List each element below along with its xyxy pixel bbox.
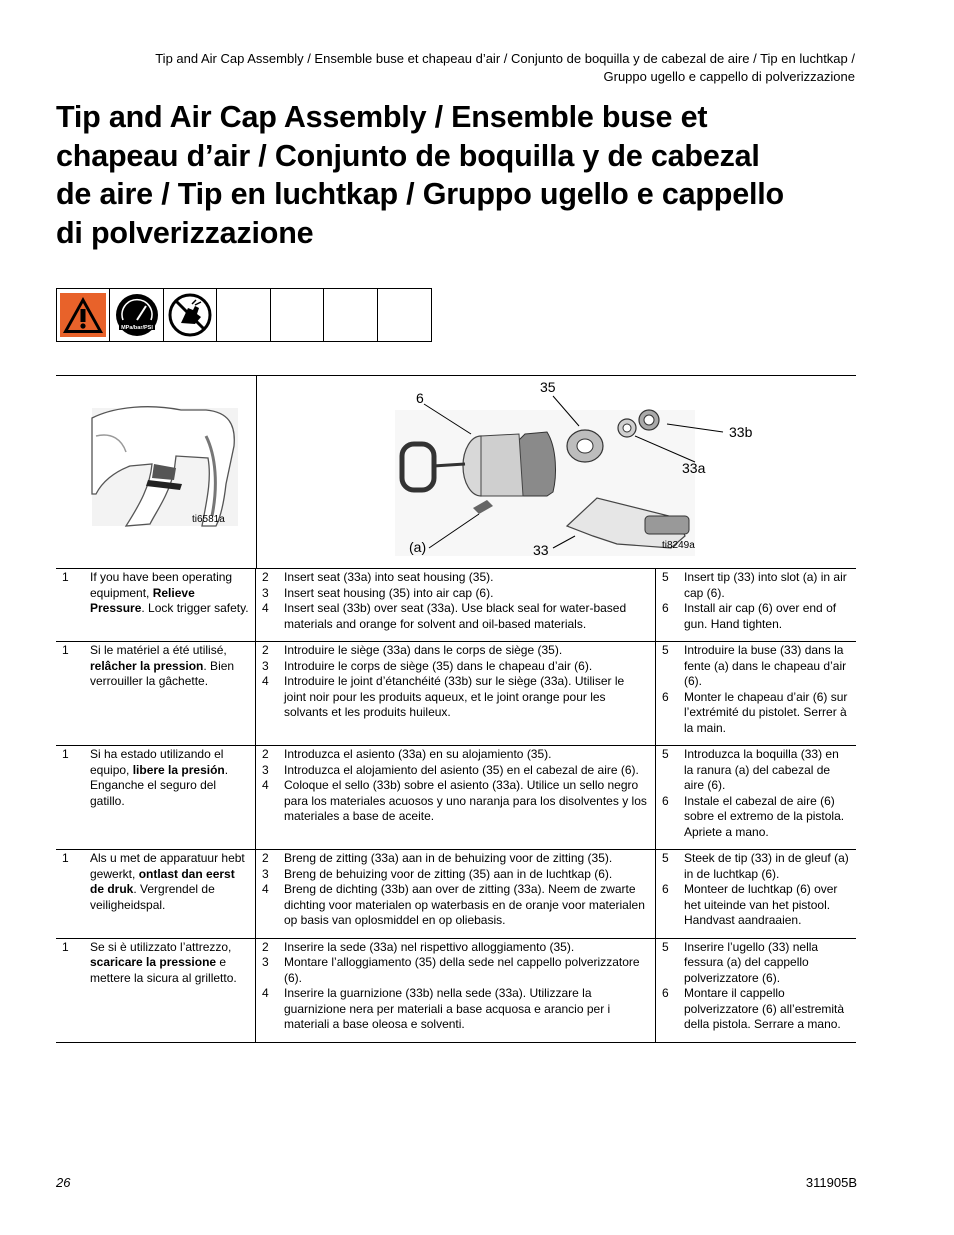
exploded-assembly-illustration [257,376,856,568]
step-item [256,643,655,659]
step-text: Inserire l’ugello (33) nella fessura (a) del cappello polverizzatore (6). [684,939,819,985]
callout-33a: 33a [682,460,706,476]
step-item [256,986,655,1033]
procedure-row-nl [56,850,856,939]
step-cell-seat [256,939,656,1042]
step-text: Monteer de luchtkap (6) over het uiteinde van het pistool. Handvast aandraaien. [684,882,838,927]
step-number: 3 [262,762,269,777]
step-item [656,643,856,690]
step-item [56,570,255,617]
running-header-line-2: Gruppo ugello e cappello di polverizzazione [603,69,855,84]
step-item [256,851,655,867]
empty-symbol-cell [324,289,377,341]
step-text: Introduzca el alojamiento del asiento (35) en el cabezal de aire (6). [284,762,639,777]
step-text: Breng de zitting (33a) aan in de behuizing voor de zitting (35). [284,851,613,865]
step-text: Insert seat housing (35) into air cap (6). [284,585,494,600]
step-number: 5 [662,939,669,954]
step-text: Introduire le corps de siège (35) dans le chapeau d’air (6). [284,658,593,673]
left-image-id: ti6581a [192,514,225,525]
step-item [656,601,856,632]
step-item [656,986,856,1033]
procedure-row-fr [56,642,856,746]
step-text: Breng de dichting (33b) aan over de zitting (33a). Neem de zwarte dichting voor materialen op waterbasis en de oranje voor materialen op basis van oplosmiddel en op oliebasis. [284,882,645,927]
step-text-bold: relâcher la pression [90,658,204,673]
step-item [656,747,856,794]
step-cell-tip [656,850,856,938]
step-number: 4 [262,601,269,615]
step-text [90,643,255,690]
step-number: 2 [262,851,269,865]
step-text: Breng de behuizing voor de zitting (35) aan in de luchtkap (6). [284,866,613,881]
step-number: 2 [262,570,269,584]
step-number: 5 [662,570,669,584]
step-item [256,940,655,956]
step-number: 5 [662,851,669,865]
step-number: 1 [62,747,69,761]
step-text: Insert seal (33b) over seat (33a). Use black seal for water-based materials and orange for solvent and oil-based materials. [284,601,627,631]
step-cell-relieve [56,746,256,849]
callout-a: (a) [409,539,427,555]
step-text: Introduire le siège (33a) dans le corps de siège (35). [284,643,563,657]
step-item [256,778,655,825]
figure-row [56,376,856,569]
step-text-run: . Vergrendel de veiligheidspal. [90,882,215,912]
step-number: 4 [262,882,269,896]
step-cell-tip [656,746,856,849]
step-number: 5 [662,747,669,761]
right-image-id: ti8249a [662,540,695,551]
step-text-run: e mettere la sicura al grilletto. [90,955,237,985]
step-text: Insert seat (33a) into seat housing (35). [284,570,494,584]
step-text-run: Si ha estado utilizando el equipo, [90,747,224,777]
step-text-bold: scaricare la pressione [90,955,217,969]
step-text-bold: ontlast dan eerst de druk [90,866,235,896]
language-rows [56,569,856,1042]
step-item [656,690,856,737]
step-number: 4 [262,986,269,1000]
step-text-run: Als u met de apparatuur hebt gewerkt, [90,851,245,881]
step-text: Steek de tip (33) in de gleuf (a) in de luchtkap (6). [684,851,849,881]
step-item [256,659,655,675]
step-text-bold: Relieve Pressure [90,585,195,615]
step-text: Introduire la buse (33) dans la fente (a) dans le chapeau d’air (6). [684,643,847,688]
step-text [90,851,255,913]
procedure-row-it [56,939,856,1042]
callout-6: 6 [416,390,424,406]
step-number: 5 [662,643,669,657]
callout-33: 33 [533,542,549,558]
step-text: Install air cap (6) over end of gun. Hand tighten. [684,601,837,631]
step-cell-seat [256,850,656,938]
step-item [56,643,255,690]
step-cell-tip [656,642,856,745]
step-text: Coloque el sello (33b) sobre el asiento (33a). Utilice un sello negro para los materiales acuosos y uno naranja para los disolventes y los materiales a base de aceite. [284,778,647,823]
document-number: 311905B [805,1175,857,1190]
running-header [55,50,855,86]
running-header-line-1: Tip and Air Cap Assembly / Ensemble buse et chapeau d’air / Conjunto de boquilla y de cabezal de aire / Tip en luchtkap / [155,51,855,66]
step-text: Insert tip (33) into slot (a) in air cap (6). [684,570,847,600]
empty-symbol-cell [378,289,431,341]
step-text-run: If you have been operating equipment, [90,570,233,600]
step-cell-tip [656,939,856,1042]
step-number: 2 [262,939,269,954]
title-line-2: chapeau d’air / Conjunto de boquilla y de cabezal [56,138,760,173]
step-number: 3 [262,658,269,673]
step-item [656,940,856,987]
step-number: 2 [262,747,269,761]
step-cell-seat [256,642,656,745]
step-item [656,570,856,601]
step-text-run: Se si è utilizzato l’attrezzo, [90,939,232,954]
step-text-run: . Enganche el seguro del gatillo. [90,762,229,808]
step-number: 3 [262,585,269,600]
step-number: 6 [662,689,669,704]
procedure-row-es [56,746,856,850]
callout-33b: 33b [729,424,753,440]
empty-symbol-cell [271,289,324,341]
step-number: 1 [62,851,69,865]
step-cell-relieve [56,850,256,938]
step-cell-seat [256,569,656,641]
step-item [256,674,655,721]
step-item [256,882,655,929]
tip-air-cap-exploded-figure [257,376,856,568]
step-cell-seat [256,746,656,849]
step-cell-tip [656,569,856,641]
step-text [90,570,255,617]
step-text [90,940,255,987]
step-text: Inserire la guarnizione (33b) nella sede (33a). Utilizzare la guarnizione nera per materiali a base acquosa e arancio per i materiali a base oleosa e solventi. [284,986,611,1031]
step-item [656,882,856,929]
step-number: 2 [262,643,269,657]
step-number: 1 [62,643,69,657]
step-text: Introduire le joint d’étanchéité (33b) sur le siège (33a). Utiliser le joint noir pour les produits aqueux, et le joint orange pour les solvants et les produits huileux. [284,674,625,719]
step-number: 1 [62,939,69,954]
step-cell-relieve [56,569,256,641]
step-item [256,763,655,779]
spray-gun-trigger-illustration [56,376,256,568]
step-item [256,570,655,586]
title-line-4: di polverizzazione [56,215,314,250]
step-number: 4 [262,778,269,792]
step-number: 1 [62,570,69,584]
empty-symbol-cell [217,289,270,341]
step-text: Montare l’alloggiamento (35) della sede nel cappello polverizzatore (6). [284,955,640,985]
step-text [90,747,255,809]
step-cell-relieve [56,642,256,745]
step-item [256,747,655,763]
title-line-3: de aire / Tip en luchtkap / Gruppo ugello e cappello [56,177,784,211]
step-text: Inserire la sede (33a) nel rispettivo alloggiamento (35). [284,939,575,954]
procedure-table [56,375,856,1043]
page-number: 26 [56,1175,71,1190]
step-text: Instale el cabezal de aire (6) sobre el extremo de la pistola. Apriete a mano. [684,793,845,839]
step-item [256,586,655,602]
callout-35: 35 [540,379,556,395]
step-text: Monter le chapeau d’air (6) sur l’extrémité du pistolet. Serrer à la main. [684,689,848,735]
step-text: Montare il cappello polverizzatore (6) all’estremità della pistola. Serrare a mano. [684,986,845,1031]
step-item [656,851,856,882]
step-item [256,601,655,632]
warning-triangle-icon [57,289,110,341]
step-item [56,851,255,913]
step-text-bold: libere la presión [132,762,225,777]
hazard-symbol-strip [56,288,432,342]
pressure-units-label: MPa/bar/PSI [120,325,153,331]
step-number: 3 [262,955,269,969]
step-number: 6 [662,986,669,1000]
step-item [56,747,255,809]
step-item [256,955,655,986]
step-number: 6 [662,601,669,615]
step-text: Introduzca la boquilla (33) en la ranura (a) del cabezal de aire (6). [684,747,839,792]
step-text-run: Si le matériel a été utilisé, [90,643,227,657]
step-text-run: . Bien verrouiller la gâchette. [90,658,235,688]
step-number: 4 [262,674,269,688]
step-cell-relieve [56,939,256,1042]
trigger-lock-figure [56,376,257,568]
step-text: Introduzca el asiento (33a) en su alojamiento (35). [284,747,552,761]
procedure-row-en [56,569,856,642]
step-item [56,940,255,987]
step-number: 6 [662,793,669,808]
page-title [56,98,876,252]
pressure-gauge-icon [110,289,163,341]
title-line-1: Tip and Air Cap Assembly / Ensemble buse et [56,100,708,134]
step-number: 3 [262,866,269,881]
step-text-run: . Lock trigger safety. [141,601,249,615]
step-number: 6 [662,882,669,896]
no-hand-in-spray-icon [164,289,217,341]
step-item [656,794,856,841]
step-item [256,867,655,883]
